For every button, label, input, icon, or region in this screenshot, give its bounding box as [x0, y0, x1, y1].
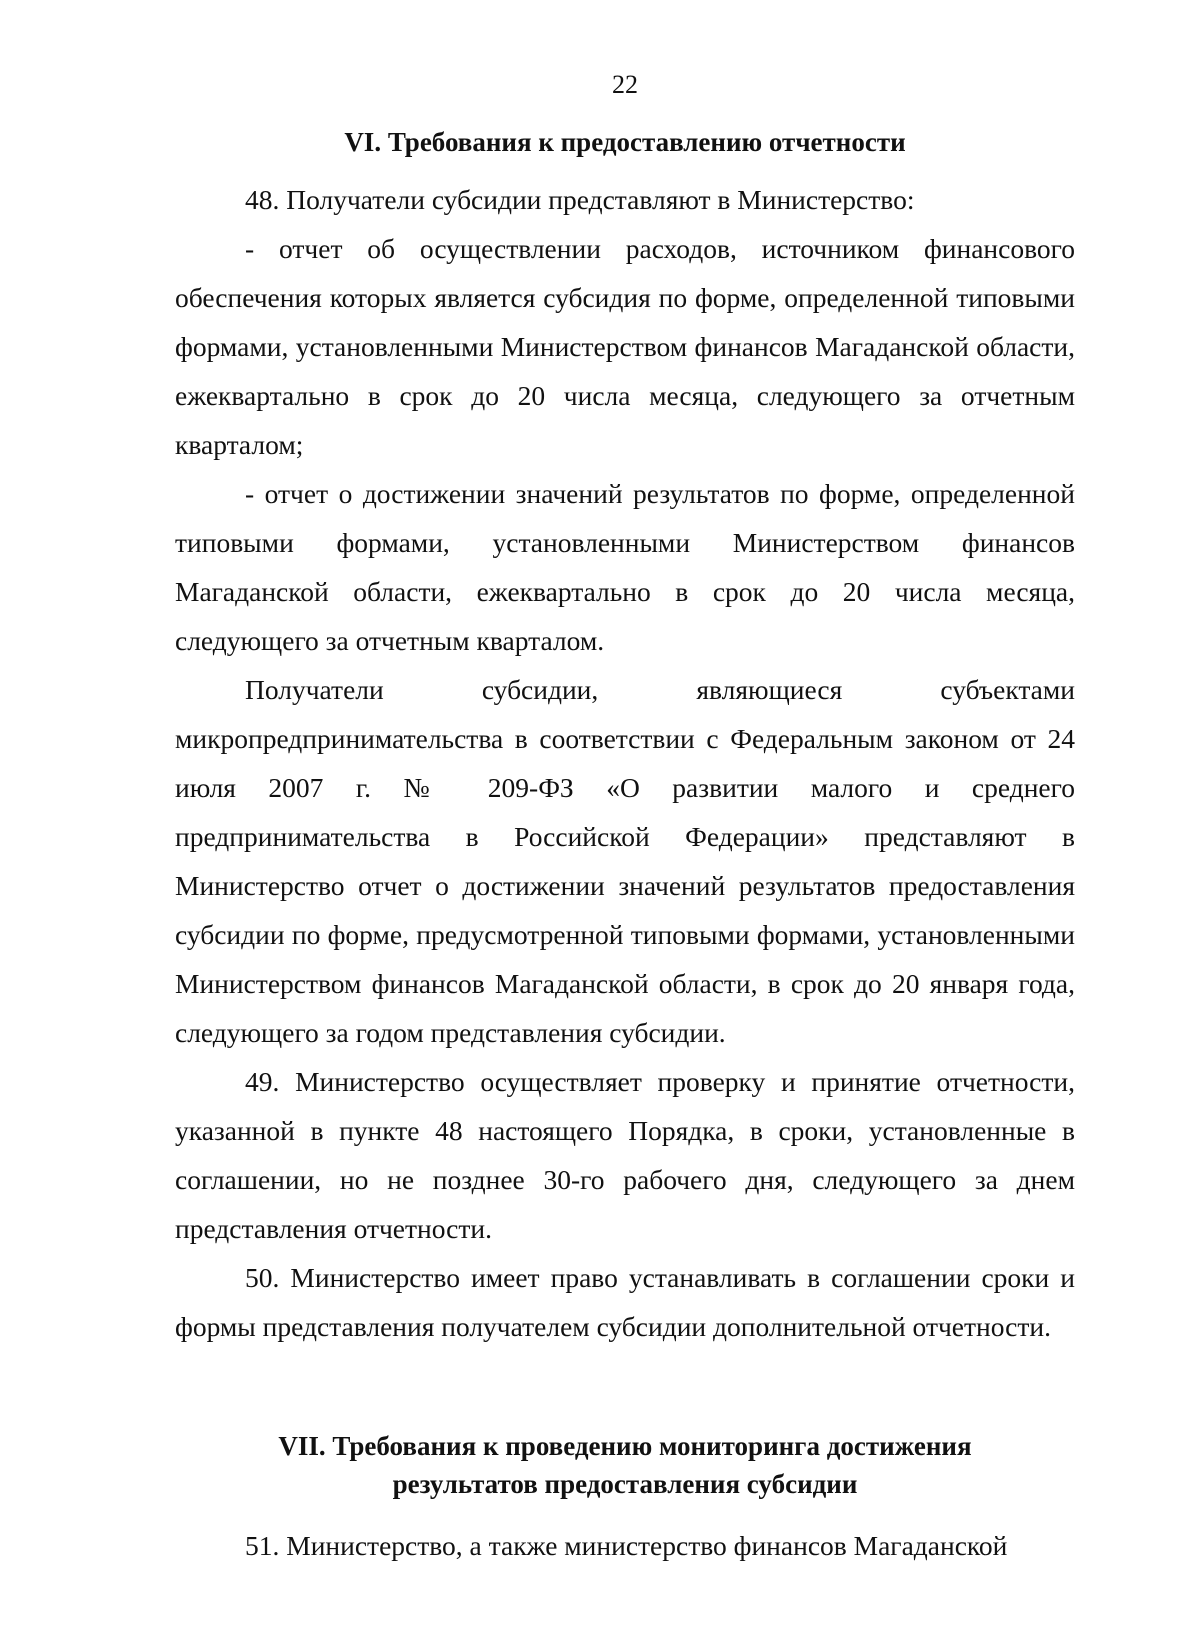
section-6-heading: VI. Требования к предоставлению отчетности: [344, 127, 906, 157]
paragraph-results-report: - отчет о достижении значений результатов по форме, определенной типовыми формами, установленными Министерством финансов Магаданской области, ежеквартально в срок до 20 числа месяца, следующего за отчетным кварталом.: [175, 478, 1075, 656]
section-6-body: [175, 175, 1075, 1351]
section-7-body: [175, 1521, 1075, 1570]
paragraph-expense-report: - отчет об осуществлении расходов, источником финансового обеспечения которых является субсидия по форме, определенной типовыми формами, установленными Министерством финансов Магаданской области, ежеквартально в срок до 20 числа месяца, следующего за отчетным кварталом;: [175, 233, 1075, 460]
paragraph-48-intro: 48. Получатели субсидии представляют в Министерство:: [245, 184, 915, 215]
paragraph-50: 50. Министерство имеет право устанавливать в соглашении сроки и формы представления получателем субсидии дополнительной отчетности.: [175, 1262, 1075, 1342]
paragraph-49: 49. Министерство осуществляет проверку и принятие отчетности, указанной в пункте 48 настоящего Порядка, в сроки, установленные в соглашении, но не позднее 30-го рабочего дня, следующего за днем представления отчетности.: [175, 1066, 1075, 1244]
page-number: 22: [612, 70, 638, 99]
section-7-heading-line-1: VII. Требования к проведению мониторинга достижения: [278, 1431, 972, 1461]
section-7-heading-line-2: результатов предоставления субсидии: [392, 1469, 858, 1499]
paragraph-51: 51. Министерство, а также министерство финансов Магаданской: [245, 1530, 1008, 1561]
paragraph-micro-enterprise: Получатели субсидии, являющиеся субъектами микропредпринимательства в соответствии с Федеральным законом от 24 июля 2007 г. № 209-ФЗ «О развитии малого и среднего предпринимательства в Российской Федерации» представляют в Министерство отчет о достижении значений результатов предоставления субсидии по форме, предусмотренной типовыми формами, установленными Министерством финансов Магаданской области, в срок до 20 января года, следующего за годом представления субсидии.: [175, 674, 1075, 1048]
section-7-heading: [175, 1427, 1075, 1503]
